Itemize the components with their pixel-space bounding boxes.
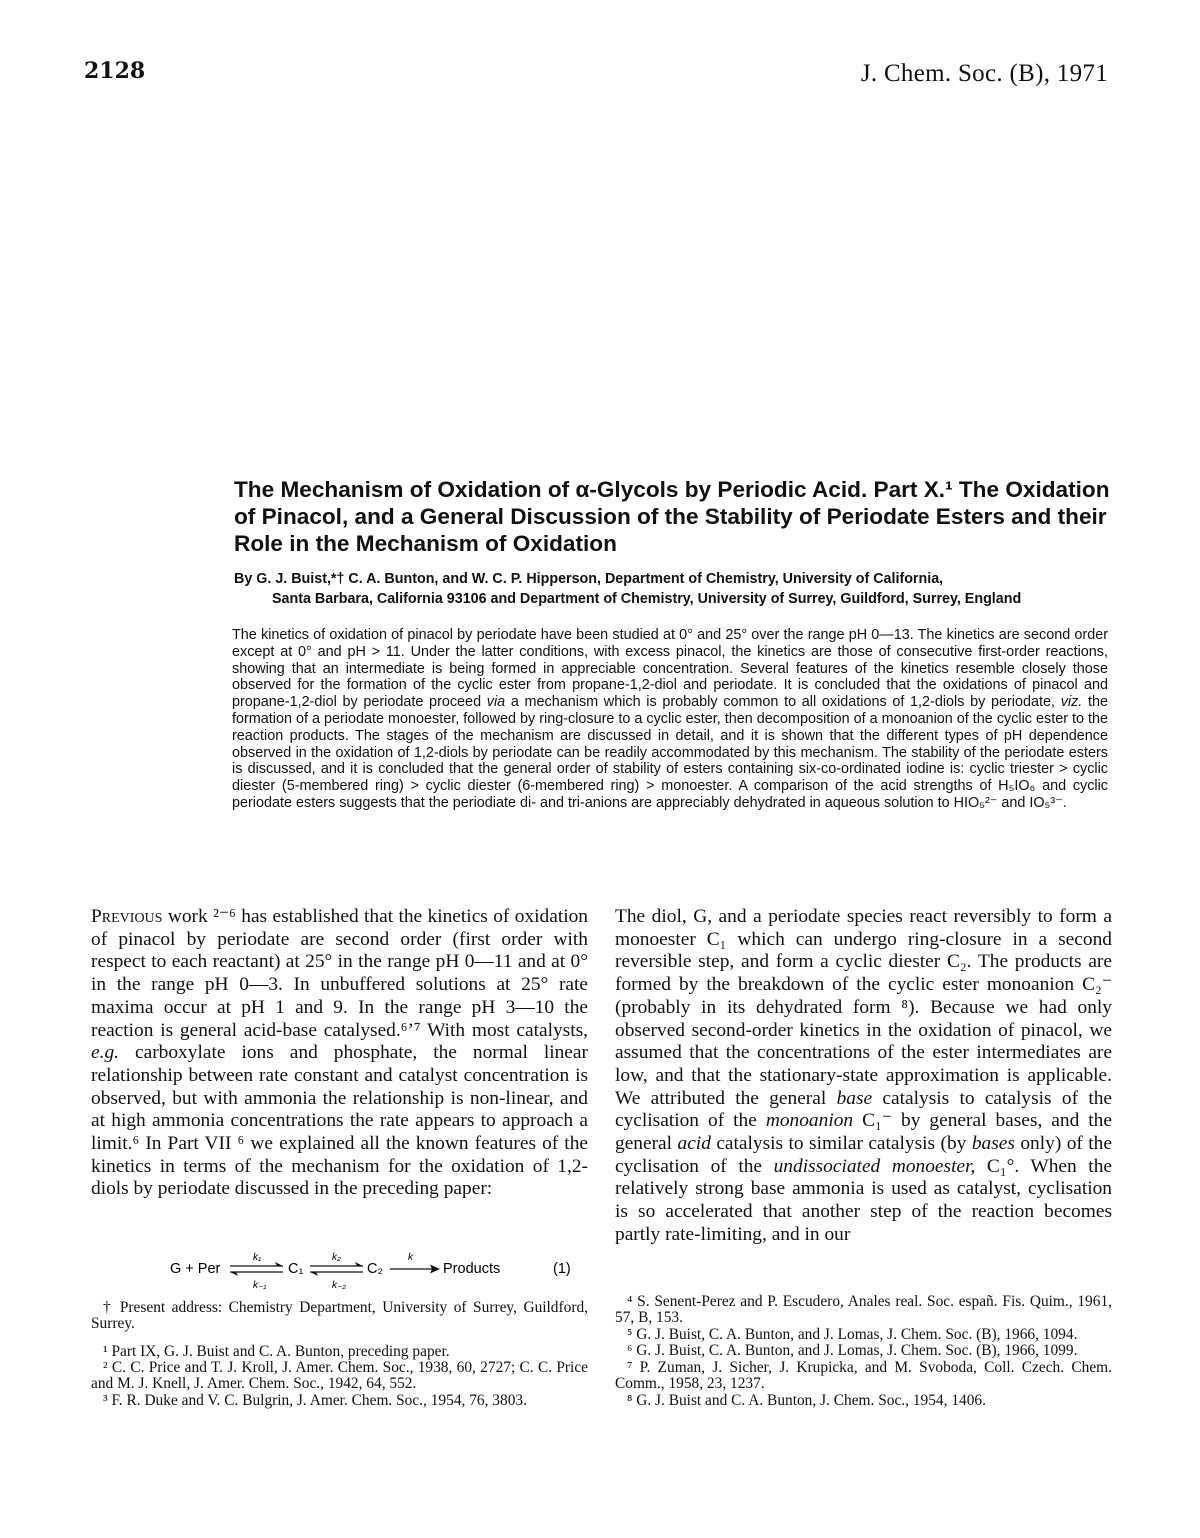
abstract-viz: viz.: [1060, 694, 1083, 711]
equation-graphic: [170, 1252, 580, 1294]
abstract-text: [232, 627, 1108, 812]
emph-undissociated: undissociated monoester,: [773, 1155, 976, 1177]
footnote-4: ⁴ S. Senent-Perez and P. Escudero, Anales real. Soc. españ. Fis. Quim., 1961, 57, B, 153.: [615, 1293, 1112, 1326]
mechanism-part-3: C₁⁻ by general bases, and the general: [615, 1110, 1112, 1155]
lead-word: Previous: [91, 906, 163, 927]
byline-affiliation: Santa Barbara, California 93106 and Department of Chemistry, University of Surrey, Guildford, Surrey, England: [272, 591, 1022, 607]
equation-reactants: G + Per: [170, 1261, 221, 1277]
mechanism-part-4: catalysis to similar catalysis (by: [716, 1133, 967, 1155]
intro-eg: e.g.: [91, 1042, 119, 1064]
equation-number: (1): [553, 1261, 571, 1277]
mechanism-part-2: catalysis to catalysis of the cyclisation of the: [615, 1087, 1113, 1132]
emph-bases: bases: [971, 1133, 1015, 1155]
article-title: The Mechanism of Oxidation of α-Glycols by Periodic Acid. Part X.¹ The Oxidation of Pinacol, and a General Discussion of the Stability of Periodate Esters and their Role in the Mechanism of Oxidation: [234, 477, 1110, 556]
right-body-column: [615, 906, 1112, 1247]
abstract-via: via: [486, 694, 506, 711]
footnote-8: ⁸ G. J. Buist and C. A. Bunton, J. Chem. Soc., 1954, 1406.: [627, 1391, 986, 1409]
equation-c1: C₁: [288, 1261, 304, 1277]
footnote-1: ¹ Part IX, G. J. Buist and C. A. Bunton, preceding paper.: [103, 1342, 450, 1360]
emph-monoanion: monoanion: [765, 1110, 854, 1132]
k-label: k: [408, 1252, 413, 1263]
emph-base: base: [836, 1087, 873, 1109]
equation-products: Products: [443, 1261, 501, 1277]
footnote-7: ⁷ P. Zuman, J. Sicher, J. Krupicka, and M. Svoboda, Coll. Czech. Chem. Comm., 1958, 23, 1237.: [615, 1359, 1112, 1392]
mechanism-paragraph: [615, 906, 1112, 1247]
equation-c2: C₂: [367, 1261, 384, 1277]
abstract: [232, 627, 1108, 812]
intro-paragraph: [91, 906, 588, 1201]
byline-authors: By G. J. Buist,*† C. A. Bunton, and W. C. P. Hipperson, Department of Chemistry, University of California,: [234, 571, 944, 587]
journal-header: J. Chem. Soc. (B), 1971: [860, 60, 1108, 87]
k-minus1-label: k₋₁: [253, 1280, 267, 1291]
abstract-part-1: The kinetics of oxidation of pinacol by periodate have been studied at 0° and 25° over the range pH 0—13. The kinetics are second order except at 0° and pH > 11. Under the latter conditions, with excess pinacol, the kinetics are those of consecutive first-order reactions, showing that an intermediate is being formed in appreciable concentration. Several features of the kinetics resemble closely those observed for the formation of the cyclic ester from propane-1,2-diol and periodate. It is concluded that the oxidations of pinacol and propane-1,2-diol by periodate proceed: [232, 627, 1108, 711]
byline: [234, 569, 1114, 609]
intro-part-2: carboxylate ions and phosphate, the normal linear relationship between rate constant and catalyst concentration is observed, but with ammonia the relationship is non-linear, and at high ammonia concentrations the rate appears to approach a limit.⁶ In Part VII ⁶ we explained all the known features of the kinetics in terms of the mechanism for the oxidation of 1,2-diols by periodate discussed in the preceding paper:: [91, 1042, 588, 1200]
mechanism-part-5: only) of the cyclisation of the: [615, 1133, 1112, 1177]
left-body-column: [91, 906, 588, 1201]
k2-label: k₂: [332, 1252, 341, 1263]
footnote-6: ⁶ G. J. Buist, C. A. Bunton, and J. Lomas, J. Chem. Soc. (B), 1966, 1099.: [627, 1342, 1078, 1360]
reaction-equation: [170, 1252, 580, 1294]
k-minus2-label: k₋₂: [332, 1280, 347, 1291]
intro-part-1: work ²⁻⁶ has established that the kinetics of oxidation of pinacol by periodate are second order (first order with respect to each reactant) at 25° in the range pH 0—11 and at 0° in the range pH 0—3. In unbuffered solutions at 25° rate maxima occur at pH 1 and 9. In the range pH 3—10 the reaction is general acid-base catalysed.⁶ʼ⁷ With most catalysts,: [91, 906, 588, 1041]
footnote-2: ² C. C. Price and T. J. Kroll, J. Amer. Chem. Soc., 1938, 60, 2727; C. C. Price and M. J. Knell, J. Amer. Chem. Soc., 1942, 64, 552.: [91, 1359, 588, 1393]
footnote-3: ³ F. R. Duke and V. C. Bulgrin, J. Amer. Chem. Soc., 1954, 76, 3803.: [103, 1391, 527, 1409]
k1-label: k₁: [253, 1252, 262, 1263]
emph-acid: acid: [677, 1133, 711, 1155]
mechanism-part-1: The diol, G, and a periodate species react reversibly to form a monoester C₁ which can undergo ring-closure in a second reversible step, and form a cyclic diester C₂. The products are formed by the breakdown of the cyclic ester monoanion C₂⁻ (probably in its dehydrated form ⁸). Because we had only observed second-order kinetics in the oxidation of pinacol, we assumed that the concentrations of the ester intermediates are low, and that the stationary-state approximation is applicable. We attributed the general: [615, 906, 1112, 1109]
abstract-part-2: a mechanism which is probably common to all oxidations of 1,2-diols by periodate,: [510, 694, 1056, 711]
left-footnotes: [91, 1300, 588, 1410]
footnote-dagger: † Present address: Chemistry Department, University of Surrey, Guildford, Surrey.: [91, 1299, 588, 1332]
page-number: 2128: [84, 58, 146, 84]
footnote-5: ⁵ G. J. Buist, C. A. Bunton, and J. Lomas, J. Chem. Soc. (B), 1966, 1094.: [627, 1325, 1078, 1343]
abstract-part-3: the formation of a periodate monoester, followed by ring-closure to a cyclic ester, then decomposition of a monoanion of the cyclic ester to the reaction products. The stages of the mechanism are discussed in detail, and it is shown that the different types of pH dependence observed in the oxidation of 1,2-diols by periodate can be readily accommodated by this mechanism. The stability of the periodate esters is discussed, and it is concluded that the general order of stability of esters containing six-co-ordinated iodine is: cyclic triester > cyclic diester (5-membered ring) > cyclic diester (6-membered ring) > monoester. A comparison of the acid strengths of H₅IO₆ and cyclic periodate esters suggests that the periodiate di- and tri-anions are appreciably dehydrated in aqueous solution to HIO₅²⁻ and IO₅³⁻.: [232, 694, 1108, 811]
right-footnotes: [615, 1294, 1112, 1410]
mechanism-part-6: C₁°. When the relatively strong base ammonia is used as catalyst, cyclisation is so accelerated that another step of the reaction becomes partly rate-limiting, and in our: [615, 1155, 1112, 1245]
